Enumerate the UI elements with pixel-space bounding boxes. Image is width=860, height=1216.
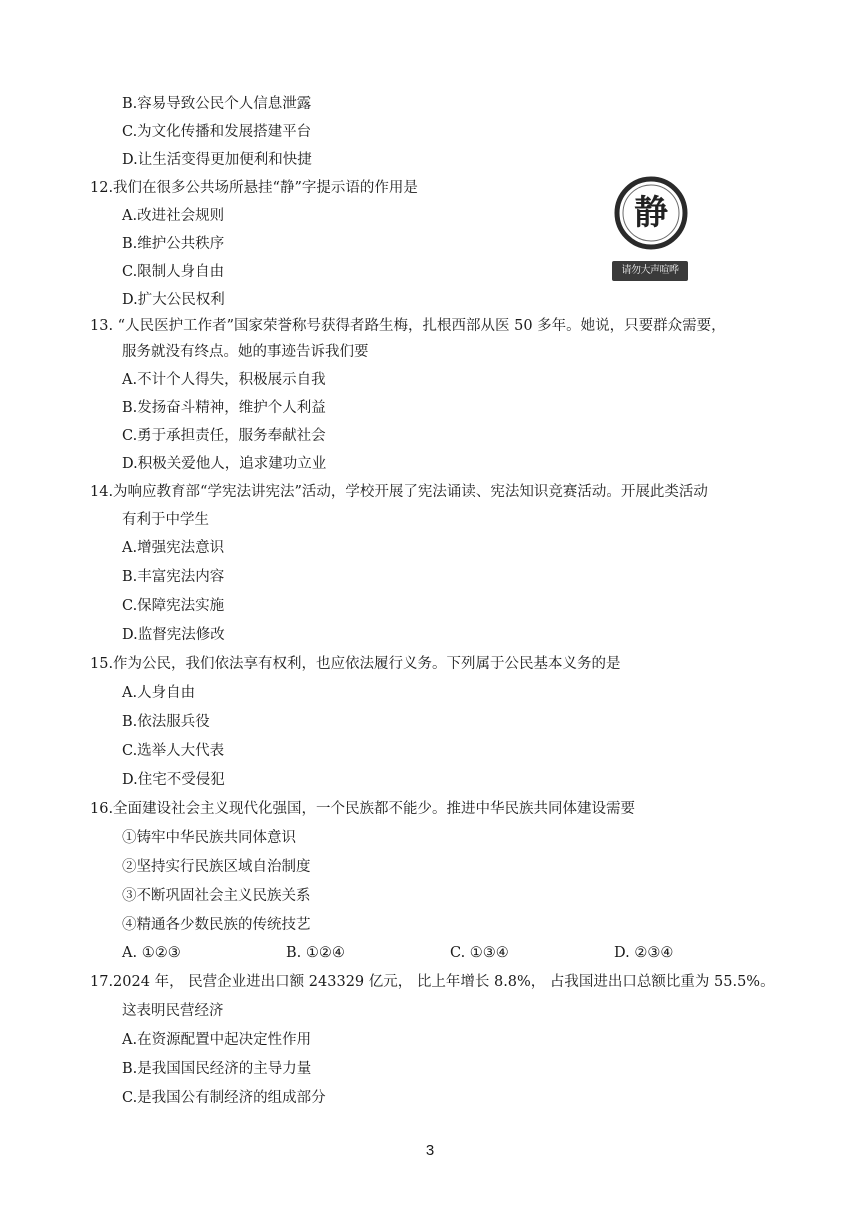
q15-option-d: D.住宅不受侵犯	[122, 772, 225, 788]
q14-option-a: A.增强宪法意识	[122, 540, 225, 556]
q16-choice-d: D. ②③④	[614, 945, 674, 961]
q14-option-d: D.监督宪法修改	[122, 627, 225, 643]
quiet-sign-character: 静	[634, 193, 668, 233]
q13-stem-line2: 服务就没有终点。她的事迹告诉我们要	[122, 344, 369, 360]
q16-choice-b: B. ①②④	[286, 945, 345, 961]
q12-option-a: A.改进社会规则	[122, 208, 225, 224]
q16-choice-a: A. ①②③	[122, 945, 181, 961]
q12-option-b: B.维护公共秩序	[122, 236, 225, 252]
q16-statement-2: ②坚持实行民族区域自治制度	[122, 859, 311, 875]
q12-stem: 12.我们在很多公共场所悬挂“静”字提示语的作用是	[90, 180, 418, 196]
q11-option-d: D.让生活变得更加便利和快捷	[122, 152, 312, 168]
q14-stem-line2: 有利于中学生	[122, 512, 209, 528]
quiet-sign-caption: 请勿大声喧哗	[612, 261, 688, 281]
page-number: 3	[425, 1142, 435, 1159]
q12-option-c: C.限制人身自由	[122, 264, 225, 280]
q15-option-c: C.选举人大代表	[122, 743, 225, 759]
q17-option-c: C.是我国公有制经济的组成部分	[122, 1090, 326, 1106]
q11-option-c: C.为文化传播和发展搭建平台	[122, 124, 312, 140]
q15-stem: 15.作为公民，我们依法享有权利，也应依法履行义务。下列属于公民基本义务的是	[90, 656, 621, 672]
q16-statement-1: ①铸牢中华民族共同体意识	[122, 830, 296, 846]
q17-option-b: B.是我国国民经济的主导力量	[122, 1061, 312, 1077]
q16-statement-3: ③不断巩固社会主义民族关系	[122, 888, 311, 904]
q13-option-c: C.勇于承担责任，服务奉献社会	[122, 428, 326, 444]
q14-option-c: C.保障宪法实施	[122, 598, 225, 614]
q11-option-b: B.容易导致公民个人信息泄露	[122, 96, 312, 112]
q13-option-d: D.积极关爱他人，追求建功立业	[122, 456, 327, 472]
q15-option-b: B.依法服兵役	[122, 714, 210, 730]
q13-option-b: B.发扬奋斗精神，维护个人利益	[122, 400, 326, 416]
q13-stem-line1: 13. “人民医护工作者”国家荣誉称号获得者路生梅，扎根西部从医 50 多年。她说，只要群众需要，	[90, 318, 726, 334]
q17-stem-line2: 这表明民营经济	[122, 1003, 224, 1019]
q13-option-a: A.不计个人得失，积极展示自我	[122, 372, 326, 388]
q17-option-a: A.在资源配置中起决定性作用	[122, 1032, 312, 1048]
q14-stem-line1: 14.为响应教育部“学宪法讲宪法”活动，学校开展了宪法诵读、宪法知识竞赛活动。开展此类活动	[90, 484, 708, 500]
q14-option-b: B.丰富宪法内容	[122, 569, 225, 585]
quiet-sign-image	[612, 176, 690, 284]
q15-option-a: A.人身自由	[122, 685, 196, 701]
q16-choice-c: C. ①③④	[450, 945, 509, 961]
q17-stem-line1: 17.2024 年， 民营企业进出口额 243329 亿元， 比上年增长 8.8%， 占我国进出口总额比重为 55.5%。	[90, 974, 775, 990]
q16-statement-4: ④精通各少数民族的传统技艺	[122, 917, 311, 933]
q12-option-d: D.扩大公民权利	[122, 292, 225, 308]
q16-stem: 16.全面建设社会主义现代化强国，一个民族都不能少。推进中华民族共同体建设需要	[90, 801, 636, 817]
